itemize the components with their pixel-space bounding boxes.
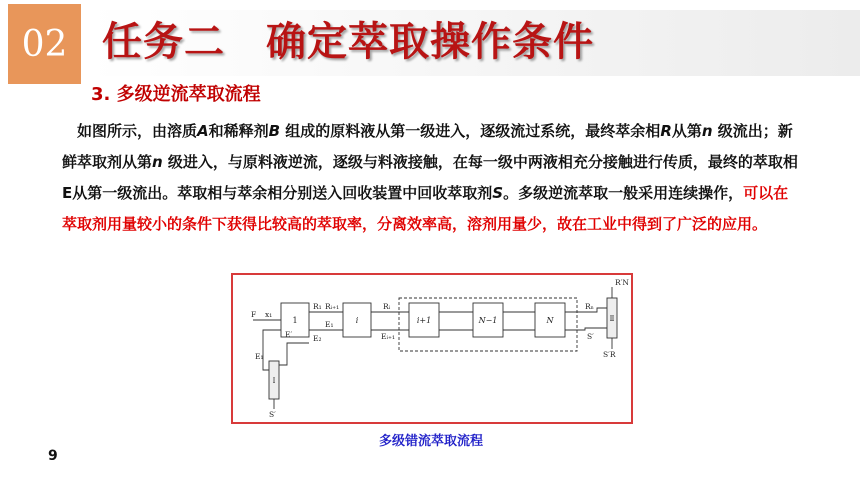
ri1-label: Rᵢ₊₁ bbox=[325, 302, 340, 311]
stage-i1-label: i+1 bbox=[416, 316, 432, 325]
x1-label: x₁ bbox=[265, 310, 273, 319]
page-number: 9 bbox=[48, 448, 58, 464]
stage-n1-label: N−1 bbox=[478, 316, 498, 325]
e1-label: E₁ bbox=[325, 320, 334, 329]
text-run: 级进入，与原料液逆流，逐级与料液接触，在每一级中两液相充分接触进行传质，最终的萃取相E从第一级流出。萃取相与萃余相分别送入回收装置中回收萃取剂 bbox=[62, 153, 798, 202]
symbol-n: n bbox=[152, 153, 163, 171]
text-run: 。多级逆流萃取一般采用连续操作， bbox=[503, 184, 744, 202]
ri-label: Rᵢ bbox=[383, 302, 391, 311]
section-number: 02 bbox=[21, 23, 68, 65]
r1-label: R₁ bbox=[313, 302, 322, 311]
symbol-s: S bbox=[492, 184, 504, 202]
symbol-r: R bbox=[660, 122, 672, 140]
recovery-1-label: Ⅰ bbox=[272, 377, 276, 385]
section-heading: 3. 多级逆流萃取流程 bbox=[91, 84, 261, 105]
ei1-label: Eᵢ₊₁ bbox=[381, 332, 395, 341]
highlighted-text: 可以在萃取剂用量较小的条件下获得比较高的萃取率，分离效率高，溶剂用量少，故在工业中得到了广泛的应用。 bbox=[62, 184, 789, 233]
feed-label: F bbox=[251, 310, 257, 319]
figure-caption: 多级错流萃取流程 bbox=[378, 434, 483, 449]
text-run: 从第 bbox=[671, 122, 702, 140]
rn-label: Rₙ bbox=[585, 302, 594, 311]
process-diagram bbox=[231, 273, 633, 424]
text-run: 和稀释剂 bbox=[208, 122, 269, 140]
sr-label: S′R bbox=[603, 350, 616, 359]
stage-n-label: N bbox=[546, 316, 554, 325]
e-prime-label: E′ bbox=[285, 330, 293, 339]
stage-1-label: 1 bbox=[292, 316, 298, 325]
section-number-badge bbox=[8, 4, 81, 84]
s-prime-label: S′ bbox=[587, 332, 594, 341]
s1-label: S′ bbox=[269, 410, 276, 419]
recovery-2-label: Ⅱ bbox=[609, 315, 615, 323]
symbol-b: B bbox=[268, 122, 281, 140]
stage-i-label: i bbox=[355, 316, 359, 325]
text-run: 级流出；新鲜萃取剂从第 bbox=[62, 122, 793, 171]
rn-prime-label: R′N bbox=[615, 278, 629, 287]
symbol-a: A bbox=[197, 122, 209, 140]
text-run: 如图所示，由溶质 bbox=[77, 122, 198, 140]
body-paragraph bbox=[62, 116, 802, 240]
symbol-n: n bbox=[701, 122, 713, 140]
page-title: 任务二 确定萃取操作条件 bbox=[102, 19, 594, 65]
e1-bottom-label: E₁ bbox=[255, 352, 264, 361]
e2-label: E₂ bbox=[313, 334, 322, 343]
text-run: 组成的原料液从第一级进入，逐级流过系统，最终萃余相 bbox=[280, 122, 661, 140]
